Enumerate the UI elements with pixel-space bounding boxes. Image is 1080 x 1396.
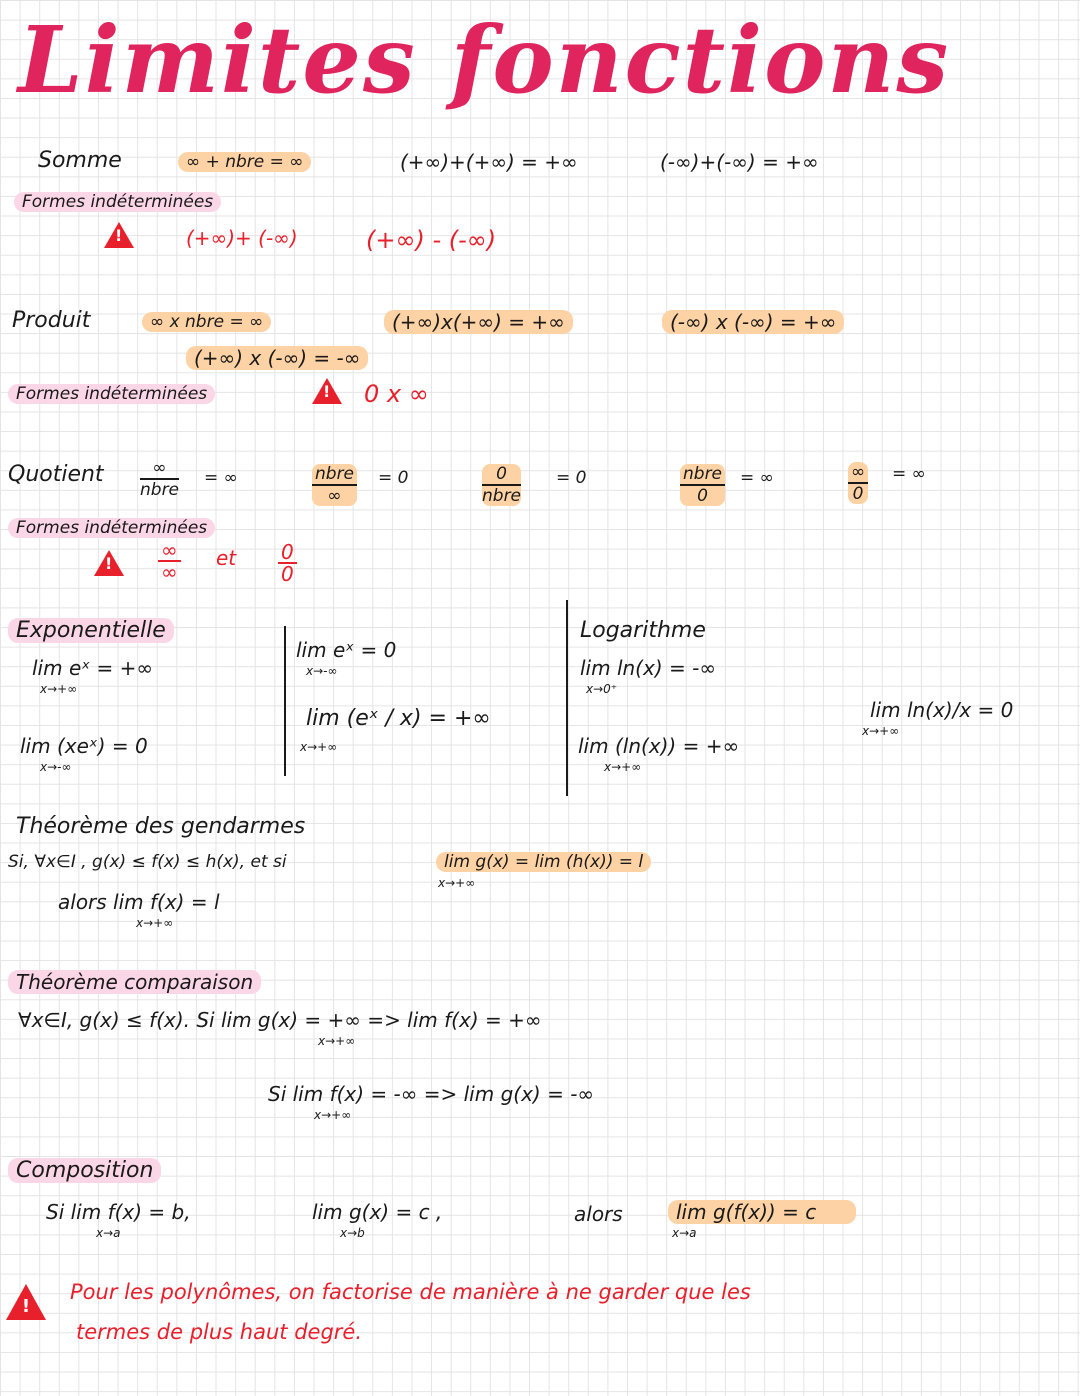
- exp-limit-2: lim (xeˣ) = 0: [20, 734, 148, 758]
- exp-limit-4: lim (eˣ / x) = +∞: [306, 706, 491, 731]
- gendarmes-line-1b: lim g(x) = lim (h(x)) = l: [436, 852, 651, 872]
- log-limit-2: lim (ln(x)) = +∞: [578, 734, 740, 758]
- somme-rule-3: (-∞)+(-∞) = +∞: [660, 150, 819, 174]
- comparaison-line-1: ∀x∈I, g(x) ≤ f(x). Si lim g(x) = +∞ => lim f(x) = +∞: [18, 1008, 542, 1032]
- somme-fi-label: Formes indéterminées: [14, 192, 221, 212]
- quotient-rule-4: nbre 0: [680, 464, 725, 506]
- quotient-rule-2: nbre ∞: [312, 464, 357, 506]
- warning-icon: [104, 222, 134, 248]
- log-limit-2-sub: x→+∞: [604, 760, 642, 774]
- gendarmes-line-1a: Si, ∀x∈I , g(x) ≤ f(x) ≤ h(x), et si: [8, 852, 287, 872]
- exp-limit-4-sub: x→+∞: [300, 740, 338, 754]
- produit-rule-4: (+∞) x (-∞) = -∞: [186, 346, 368, 370]
- log-limit-1-sub: x→0⁺: [586, 682, 618, 696]
- exp-limit-3-sub: x→-∞: [306, 664, 338, 678]
- composition-part-3: alors: [574, 1202, 623, 1226]
- somme-label: Somme: [38, 148, 122, 173]
- gendarmes-label: Théorème des gendarmes: [16, 814, 306, 839]
- produit-rule-3: (-∞) x (-∞) = +∞: [662, 310, 844, 334]
- produit-rule-2: (+∞)x(+∞) = +∞: [384, 310, 573, 334]
- quotient-rule-3-result: = 0: [556, 468, 587, 488]
- exponentielle-label: Exponentielle: [8, 618, 174, 643]
- exp-limit-1: lim eˣ = +∞: [32, 656, 154, 680]
- composition-part-2: lim g(x) = c ,: [312, 1200, 443, 1224]
- composition-part-4: lim g(f(x)) = c: [668, 1200, 856, 1224]
- quotient-rule-2-result: = 0: [378, 468, 409, 488]
- warning-icon: [94, 550, 124, 576]
- produit-label: Produit: [12, 308, 91, 333]
- exp-limit-2-sub: x→-∞: [40, 760, 72, 774]
- composition-part-2-sub: x→b: [340, 1226, 365, 1240]
- produit-fi-label: Formes indéterminées: [8, 384, 215, 404]
- comparaison-label: Théorème comparaison: [8, 970, 261, 994]
- page-title: Limites fonctions: [18, 6, 951, 114]
- divider: [284, 626, 286, 776]
- exp-limit-3: lim eˣ = 0: [296, 638, 397, 662]
- quotient-rule-5: ∞ 0: [848, 462, 868, 504]
- composition-part-1: Si lim f(x) = b,: [46, 1200, 191, 1224]
- logarithme-label: Logarithme: [580, 618, 706, 643]
- gendarmes-line-2: alors lim f(x) = l: [58, 890, 220, 914]
- somme-rule-1: ∞ + nbre = ∞: [178, 152, 311, 172]
- note-line-1: Pour les polynômes, on factorise de manière à ne garder que les: [70, 1280, 751, 1304]
- somme-rule-2: (+∞)+(+∞) = +∞: [400, 150, 578, 174]
- gendarmes-line-2-sub: x→+∞: [136, 916, 174, 930]
- somme-fi-1: (+∞)+ (-∞): [186, 226, 298, 250]
- quotient-label: Quotient: [8, 462, 104, 487]
- warning-icon: [312, 378, 342, 404]
- quotient-fi-a: ∞ ∞: [158, 540, 181, 582]
- composition-part-1-sub: x→a: [96, 1226, 121, 1240]
- warning-mark: !: [21, 1296, 31, 1317]
- comparaison-line-1-sub: x→+∞: [318, 1034, 356, 1048]
- quotient-fi-label: Formes indéterminées: [8, 518, 215, 538]
- composition-label: Composition: [8, 1158, 161, 1183]
- quotient-rule-4-result: = ∞: [740, 468, 774, 488]
- comparaison-line-2: Si lim f(x) = -∞ => lim g(x) = -∞: [268, 1082, 595, 1106]
- quotient-rule-5-result: = ∞: [892, 464, 926, 484]
- somme-fi-2: (+∞) - (-∞): [366, 226, 497, 254]
- quotient-fi-b: $\frac{0}{0}$: [278, 542, 297, 584]
- gendarmes-line-1-sub: x→+∞: [438, 876, 476, 890]
- quotient-rule-1-result: = ∞: [204, 468, 238, 488]
- log-limit-3-sub: x→+∞: [862, 724, 900, 738]
- quotient-rule-1: ∞ nbre: [140, 458, 180, 500]
- quotient-rule-3: 0 nbre: [482, 464, 522, 506]
- composition-part-4-sub: x→a: [672, 1226, 697, 1240]
- produit-fi-1: 0 x ∞: [364, 380, 429, 408]
- log-limit-3: lim ln(x)/x = 0: [870, 698, 1014, 722]
- comparaison-line-2-sub: x→+∞: [314, 1108, 352, 1122]
- quotient-fi-et: et: [216, 546, 237, 570]
- log-limit-1: lim ln(x) = -∞: [580, 656, 716, 680]
- divider: [566, 600, 568, 796]
- note-line-2: termes de plus haut degré.: [76, 1320, 363, 1344]
- exp-limit-1-sub: x→+∞: [40, 682, 78, 696]
- produit-rule-1: ∞ x nbre = ∞: [142, 312, 271, 332]
